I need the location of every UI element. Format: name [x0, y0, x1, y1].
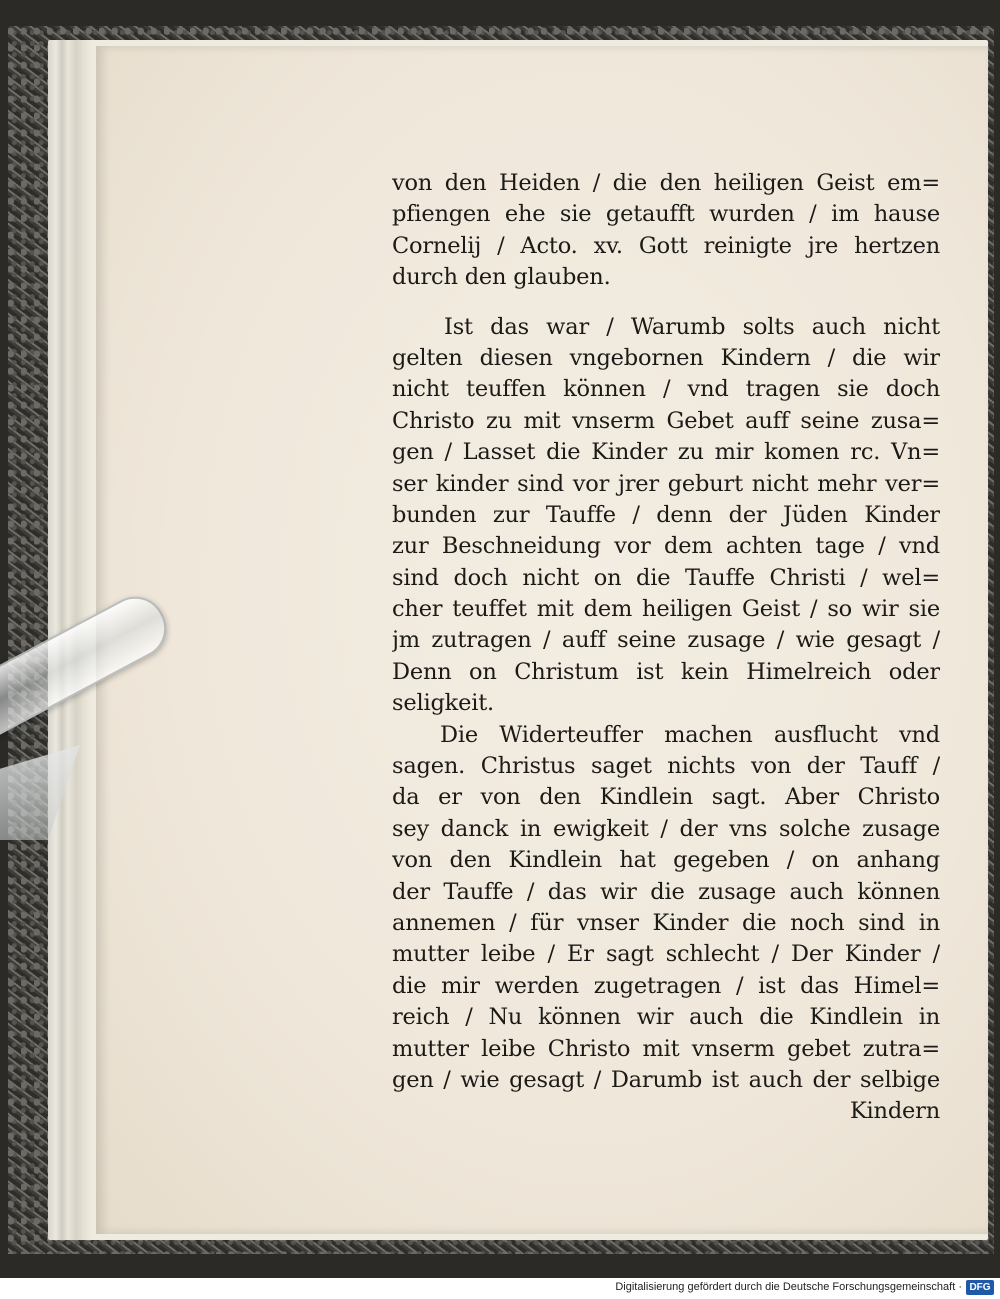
- paragraph-first-line: Die Widerteuffer machen ausflucht vnd: [440, 721, 940, 748]
- text-line: nicht teuffen können / vnd tragen sie doch: [392, 376, 940, 403]
- text-line: annemen / für vnser Kinder die noch sind in: [392, 909, 940, 936]
- text-line: Christo zu mit vnserm Gebet auff seine zusa=: [392, 407, 940, 434]
- text-line: von den Heiden / die den heiligen Geist em=: [392, 170, 940, 196]
- text-line: die mir werden zugetragen / ist das Himel=: [392, 972, 940, 999]
- text-line: Denn on Christum ist kein Himelreich oder: [392, 658, 940, 685]
- text-line: seligkeit.: [392, 690, 494, 717]
- text-line: gen / Lasset die Kinder zu mir komen rc. Vn=: [392, 439, 940, 466]
- text-line: gelten diesen vngebornen Kindern / die wir: [392, 344, 940, 371]
- text-line: jm zutragen / auff seine zusage / wie gesagt /: [392, 627, 940, 654]
- text-line: sey danck in ewigkeit / der vns solche zusage: [392, 815, 940, 842]
- text-line: da er von den Kindlein sagt. Aber Christo: [392, 784, 940, 811]
- text-line: Cornelij / Acto. xv. Gott reinigte jre hertzen: [392, 232, 940, 259]
- text-line: ser kinder sind vor jrer geburt nicht mehr ver=: [392, 470, 940, 497]
- text-line: von den Kindlein hat gegeben / on anhang: [392, 847, 940, 874]
- text-line: der Tauffe / das wir die zusage auch können: [392, 878, 940, 905]
- paragraph-first-line: Ist das war / Warumb solts auch nicht: [444, 313, 940, 340]
- text-line: mutter leibe / Er sagt schlecht / Der Kinder /: [392, 941, 940, 968]
- text-line: sagen. Christus saget nichts von der Tauff /: [392, 753, 940, 780]
- text-line: bunden zur Tauffe / denn der Jüden Kinder: [392, 501, 940, 528]
- text-line: mutter leibe Christo mit vnserm gebet zutra=: [392, 1035, 940, 1062]
- text-line: sind doch nicht on die Tauffe Christi / wel=: [392, 564, 940, 591]
- catchword: Kindern: [849, 1098, 940, 1125]
- text-line: zur Beschneidung vor dem achten tage / vnd: [392, 533, 940, 560]
- text-line: pfiengen ehe sie getaufft wurden / im hause: [392, 201, 940, 228]
- scan-footer: [0, 1278, 1000, 1299]
- funding-credit: Digitalisierung gefördert durch die Deutsche Forschungsgemeinschaft ·: [615, 1281, 962, 1293]
- text-line: gen / wie gesagt / Darumb ist auch der selbige: [392, 1066, 940, 1093]
- page-text: [392, 168, 940, 1128]
- text-line: reich / Nu können wir auch die Kindlein in: [392, 1004, 940, 1031]
- text-line: durch den glauben.: [392, 264, 611, 291]
- text-line: cher teuffet mit dem heiligen Geist / so wir sie: [392, 596, 940, 623]
- dfg-logo[interactable]: DFG: [966, 1280, 994, 1295]
